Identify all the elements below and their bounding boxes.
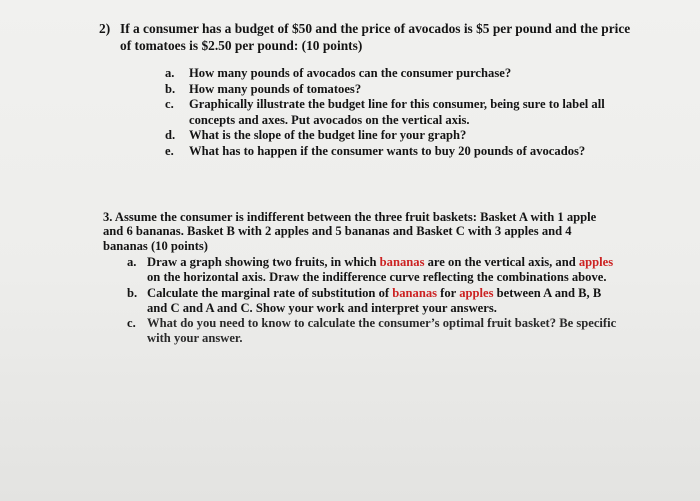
part-text-segment: Calculate the marginal rate of substitution of <box>147 285 393 300</box>
part-text-segment: between A and B, B and C and A and C. Show your work and interpret your answers. <box>147 285 602 315</box>
part-label: a. <box>165 66 175 80</box>
highlight-bananas: bananas <box>392 285 438 300</box>
question-3 <box>103 210 618 346</box>
question-3-part-a <box>127 255 618 285</box>
highlight-bananas: bananas <box>379 255 425 270</box>
part-text: How many pounds of avocados can the consumer purchase? <box>189 66 512 80</box>
question-2-part-e <box>165 144 639 160</box>
part-label: b. <box>127 285 138 300</box>
question-2-header <box>99 20 639 54</box>
question-2-parts <box>99 66 639 159</box>
question-2-prompt: If a consumer has a budget of $50 and the price of avocados is $5 per pound and the price of tomatoes is $2.50 per pound: (10 points) <box>120 21 631 53</box>
question-2-number: 2) <box>99 21 111 36</box>
part-text <box>147 286 618 316</box>
question-2-part-a <box>165 66 639 82</box>
highlight-apples: apples <box>578 255 614 270</box>
part-text: Graphically illustrate the budget line for this consumer, being sure to label all concepts and axes. Put avocados on the vertical axis. <box>189 97 605 127</box>
question-2-part-c <box>165 97 639 128</box>
part-label: a. <box>127 255 137 270</box>
part-text-segment: on the horizontal axis. Draw the indifference curve reflecting the combinations above. <box>147 270 607 285</box>
part-text: What has to happen if the consumer wants to buy 20 pounds of avocados? <box>189 143 586 158</box>
part-text <box>147 255 618 285</box>
part-text: How many pounds of tomatoes? <box>189 81 362 96</box>
part-text: What is the slope of the budget line for your graph? <box>189 128 467 142</box>
question-2-part-d <box>165 128 639 144</box>
part-label: c. <box>127 316 136 331</box>
question-2-part-b <box>165 82 639 98</box>
question-3-part-c <box>127 316 618 346</box>
part-text: What do you need to know to calculate the consumer’s optimal fruit basket? Be specific with your answer. <box>147 316 617 346</box>
question-2 <box>99 20 639 159</box>
part-label: c. <box>165 97 174 111</box>
part-label: b. <box>165 81 176 96</box>
question-3-parts <box>103 255 618 346</box>
part-text-segment: Draw a graph showing two fruits, in which <box>147 255 380 270</box>
question-3-prompt: 3. Assume the consumer is indifferent between the three fruit baskets: Basket A with 1 apple and 6 bananas. Basket B with 2 apples and 5 bananas and Basket C with 3 apples and 4 bananas (10 points) <box>103 210 597 253</box>
part-text-segment: are on the vertical axis, and <box>424 255 579 270</box>
part-label: e. <box>165 143 174 158</box>
part-label: d. <box>165 128 176 142</box>
question-3-part-b <box>127 286 618 316</box>
highlight-apples: apples <box>459 285 494 300</box>
part-text-segment: for <box>437 285 460 300</box>
